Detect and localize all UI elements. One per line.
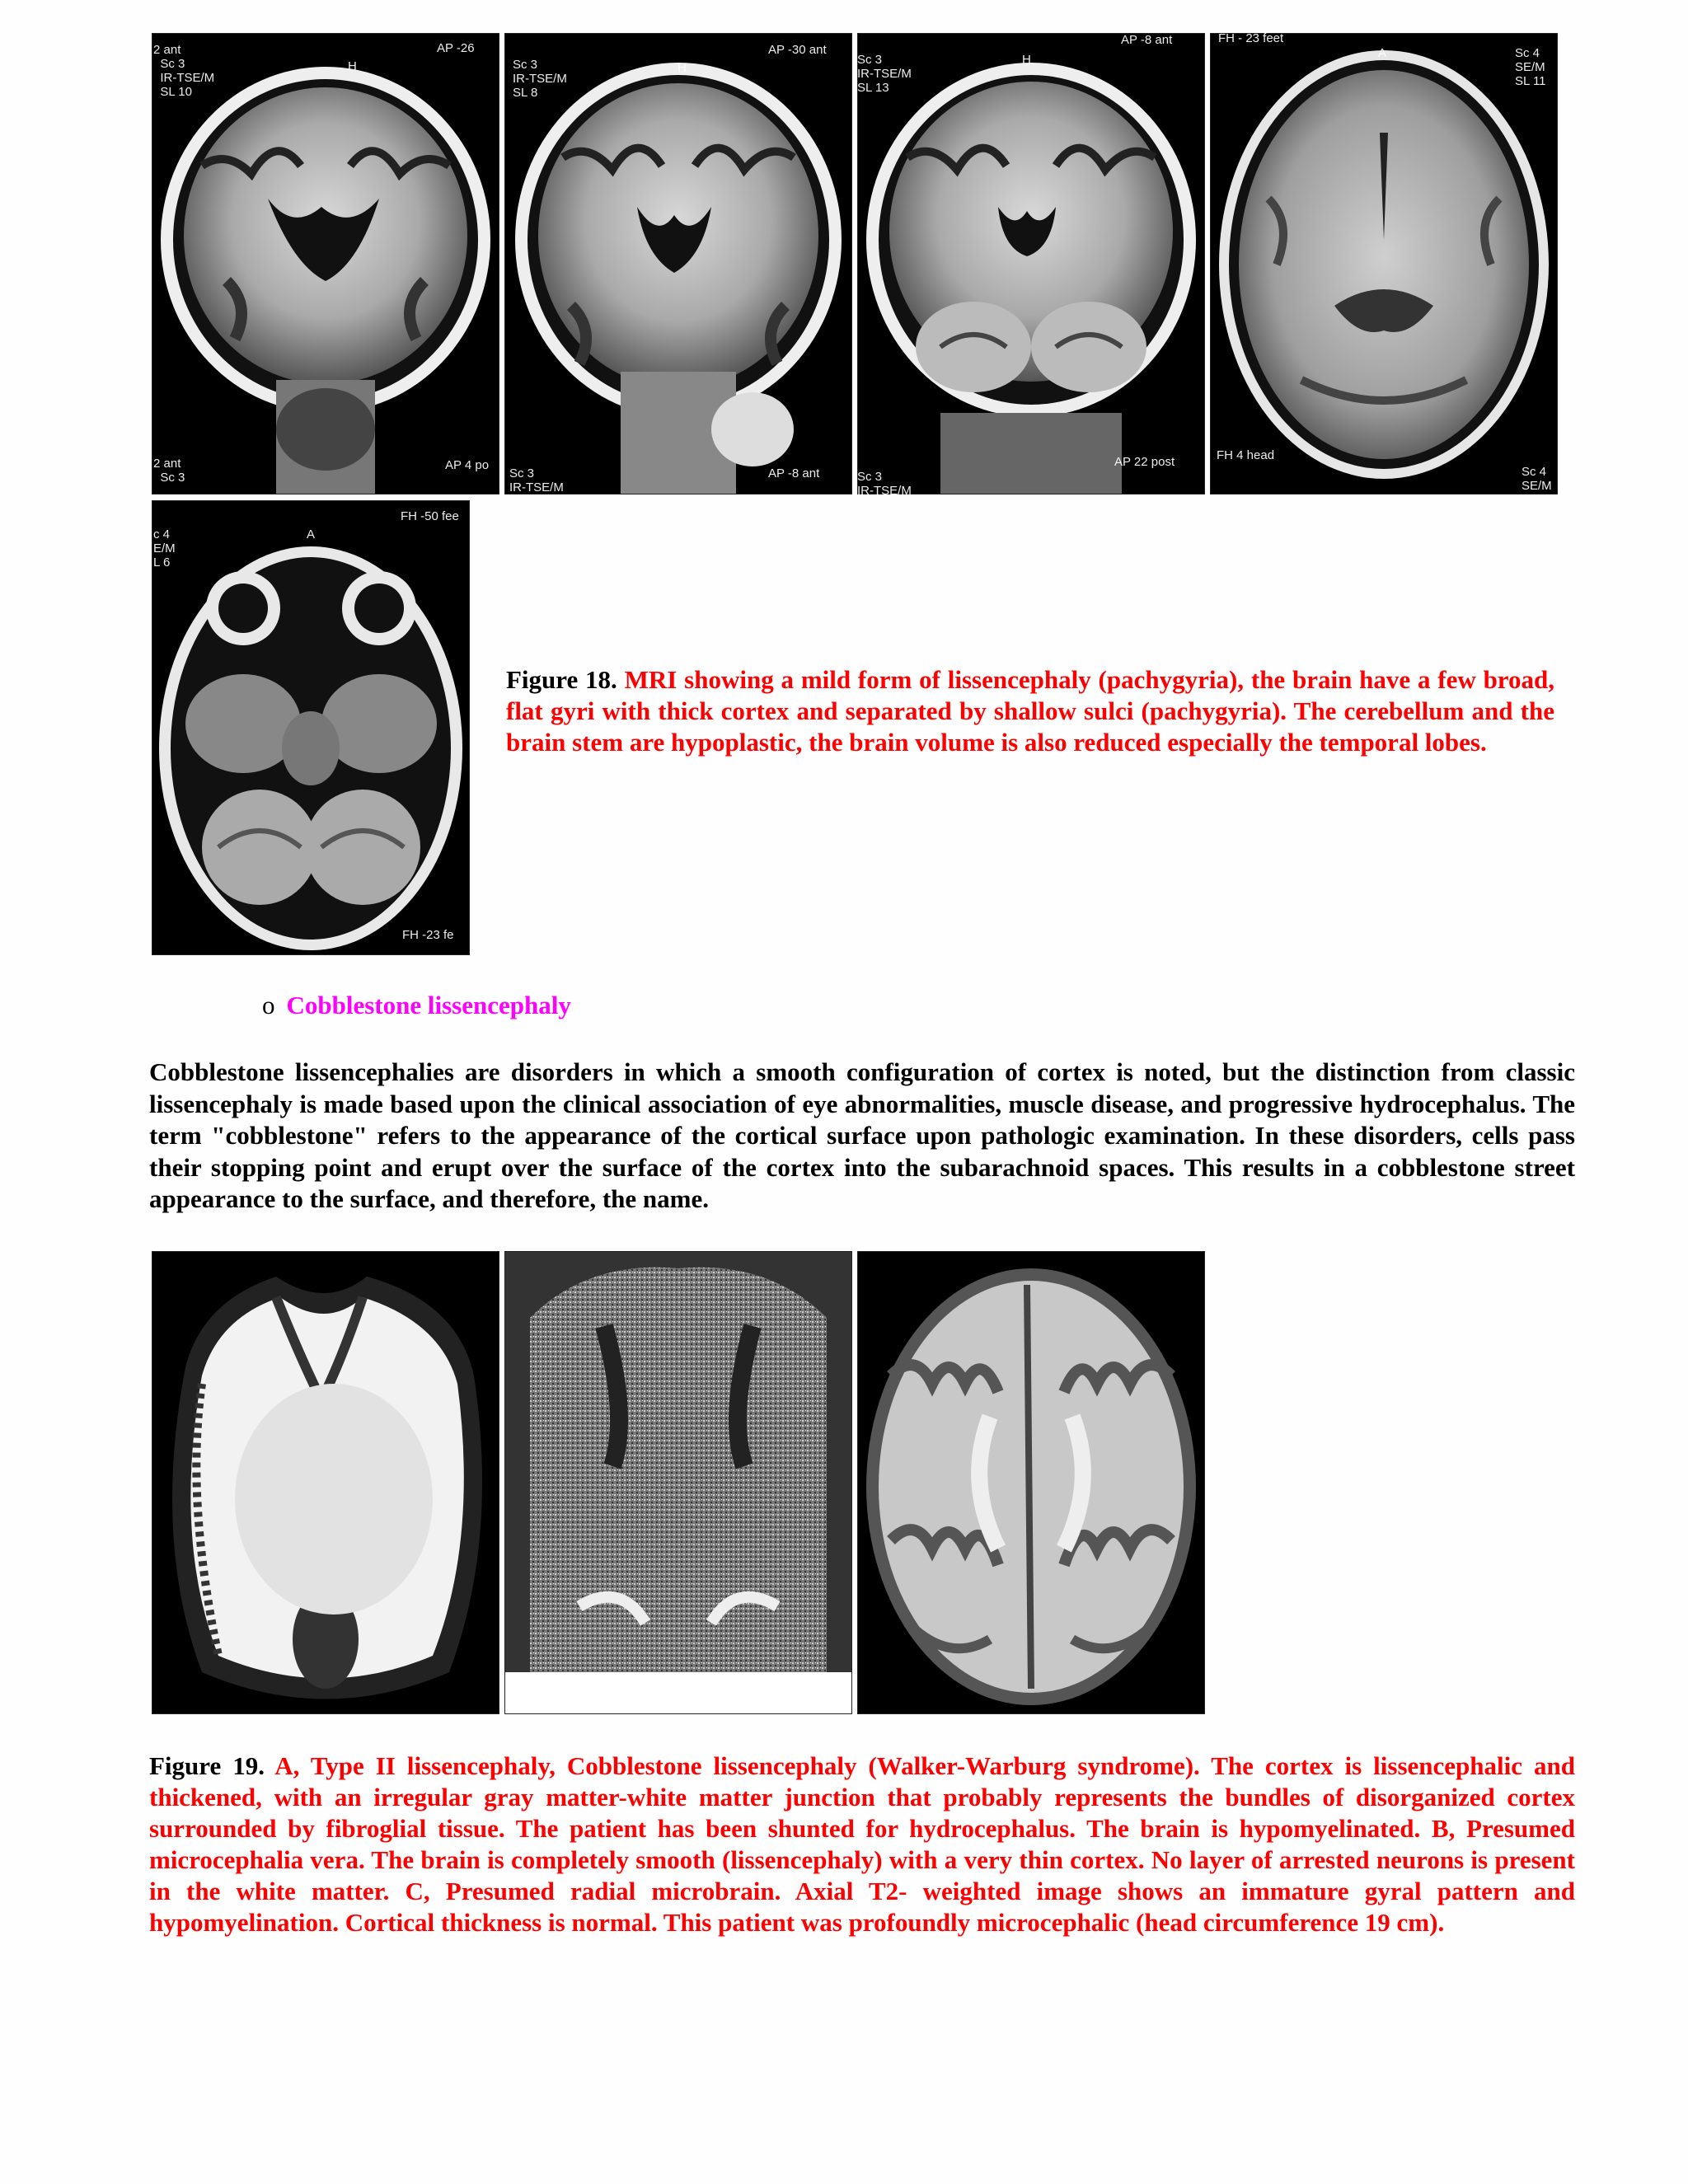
mri2-tr-label: AP -30 ant: [768, 43, 827, 57]
mri3-tr-label: AP -8 ant: [1121, 33, 1173, 47]
mri-axial-sl6: [152, 500, 470, 955]
mri4-top-label: A: [1378, 46, 1387, 60]
mri5-br-label: FH -23 fe: [402, 928, 454, 942]
mri4-tl-label: FH - 23 feet: [1218, 31, 1284, 45]
cobblestone-heading-text: Cobblestone lissencephaly: [286, 991, 571, 1019]
mri2-top-label: H: [678, 61, 687, 75]
mri-walker-warburg: [152, 1251, 499, 1714]
mri5-top-label: A: [307, 527, 316, 541]
mri-radial-microbrain: [857, 1251, 1205, 1714]
mri-coronal-sl13: [857, 33, 1205, 494]
mri3-br-label: AP 22 post: [1114, 455, 1175, 469]
mri3-bl-label: Sc 3 IR-TSE/M: [857, 470, 912, 498]
mri-coronal-sl10: [152, 33, 499, 494]
mri2-br-label: AP -8 ant: [768, 466, 820, 480]
mri2-tl-label: Sc 3 IR-TSE/M SL 8: [513, 58, 567, 100]
figure19-caption: [149, 1750, 1575, 1938]
mri5-tl-label: c 4 E/M L 6: [153, 527, 176, 569]
bullet-icon: o: [262, 991, 275, 1019]
mri2-bl-label: Sc 3 IR-TSE/M: [509, 466, 564, 494]
mri1-top-label: H: [348, 59, 357, 73]
mri-coronal-sl8: [504, 33, 852, 494]
mri4-br-label: Sc 4 SE/M: [1522, 465, 1552, 493]
cobblestone-paragraph: Cobblestone lissencephalies are disorders in which a smooth configuration of cortex is noted, but the distinction from classic lissencephaly is made based upon the clinical association of eye abnormalities, muscle disease, and progressive hydrocephalus. The term "cobblestone" refers to the appearance of the cortical surface upon pathologic examination. In these disorders, cells pass their stopping point and erupt over the surface of the cortex into the subarachnoid spaces. This results in a cobblestone street appearance to the surface, and therefore, the name.: [149, 1057, 1575, 1213]
mri1-tl-label: 2 ant Sc 3 IR-TSE/M SL 10: [153, 43, 215, 99]
figure18-caption-text: MRI showing a mild form of lissencephaly (pachygyria), the brain have a few broad, flat gyri with thick cortex and separated by shallow sulci (pachygyria). The cerebellum and the brain stem are hypoplastic, the brain volume is also reduced especially the temporal lobes.: [506, 665, 1555, 757]
figure19-label: Figure 19.: [149, 1751, 265, 1780]
mri1-br-label: AP 4 po: [445, 458, 490, 472]
mri1-bl-label: 2 ant Sc 3: [153, 457, 185, 485]
figure18-label: Figure 18.: [506, 665, 617, 694]
mri3-tl-label: Sc 3 IR-TSE/M SL 13: [857, 53, 912, 95]
mri1-tr-label: AP -26: [437, 41, 475, 55]
mri4-bl-label: FH 4 head: [1217, 448, 1275, 462]
mri4-tr-label: Sc 4 SE/M SL 11: [1515, 46, 1546, 88]
mri-axial-sl11: [1210, 33, 1558, 494]
cobblestone-heading: [262, 989, 571, 1022]
mri-microcephalia-vera: [504, 1251, 852, 1714]
mri5-tr-label: FH -50 fee: [401, 509, 459, 523]
mri3-top-label: H: [1022, 53, 1031, 67]
figure19-caption-text: A, Type II lissencephaly, Cobblestone lissencephaly (Walker-Warburg syndrome). The cortex is lissencephalic and thickened, with an irregular gray matter-white matter junction that probably represents the bundles of disorganized cortex surrounded by fibroglial tissue. The patient has been shunted for hydrocephalus. The brain is hypomyelinated. B, Presumed microcephalia vera. The brain is completely smooth (lissencephaly) with a very thin cortex. No layer of arrested neurons is present in the white matter. C, Presumed radial microbrain. Axial T2- weighted image shows an immature gyral pattern and hypomyelination. Cortical thickness is normal. This patient was profoundly microcephalic (head circumference 19 cm).: [149, 1751, 1575, 1937]
figure18-caption: [506, 664, 1554, 758]
